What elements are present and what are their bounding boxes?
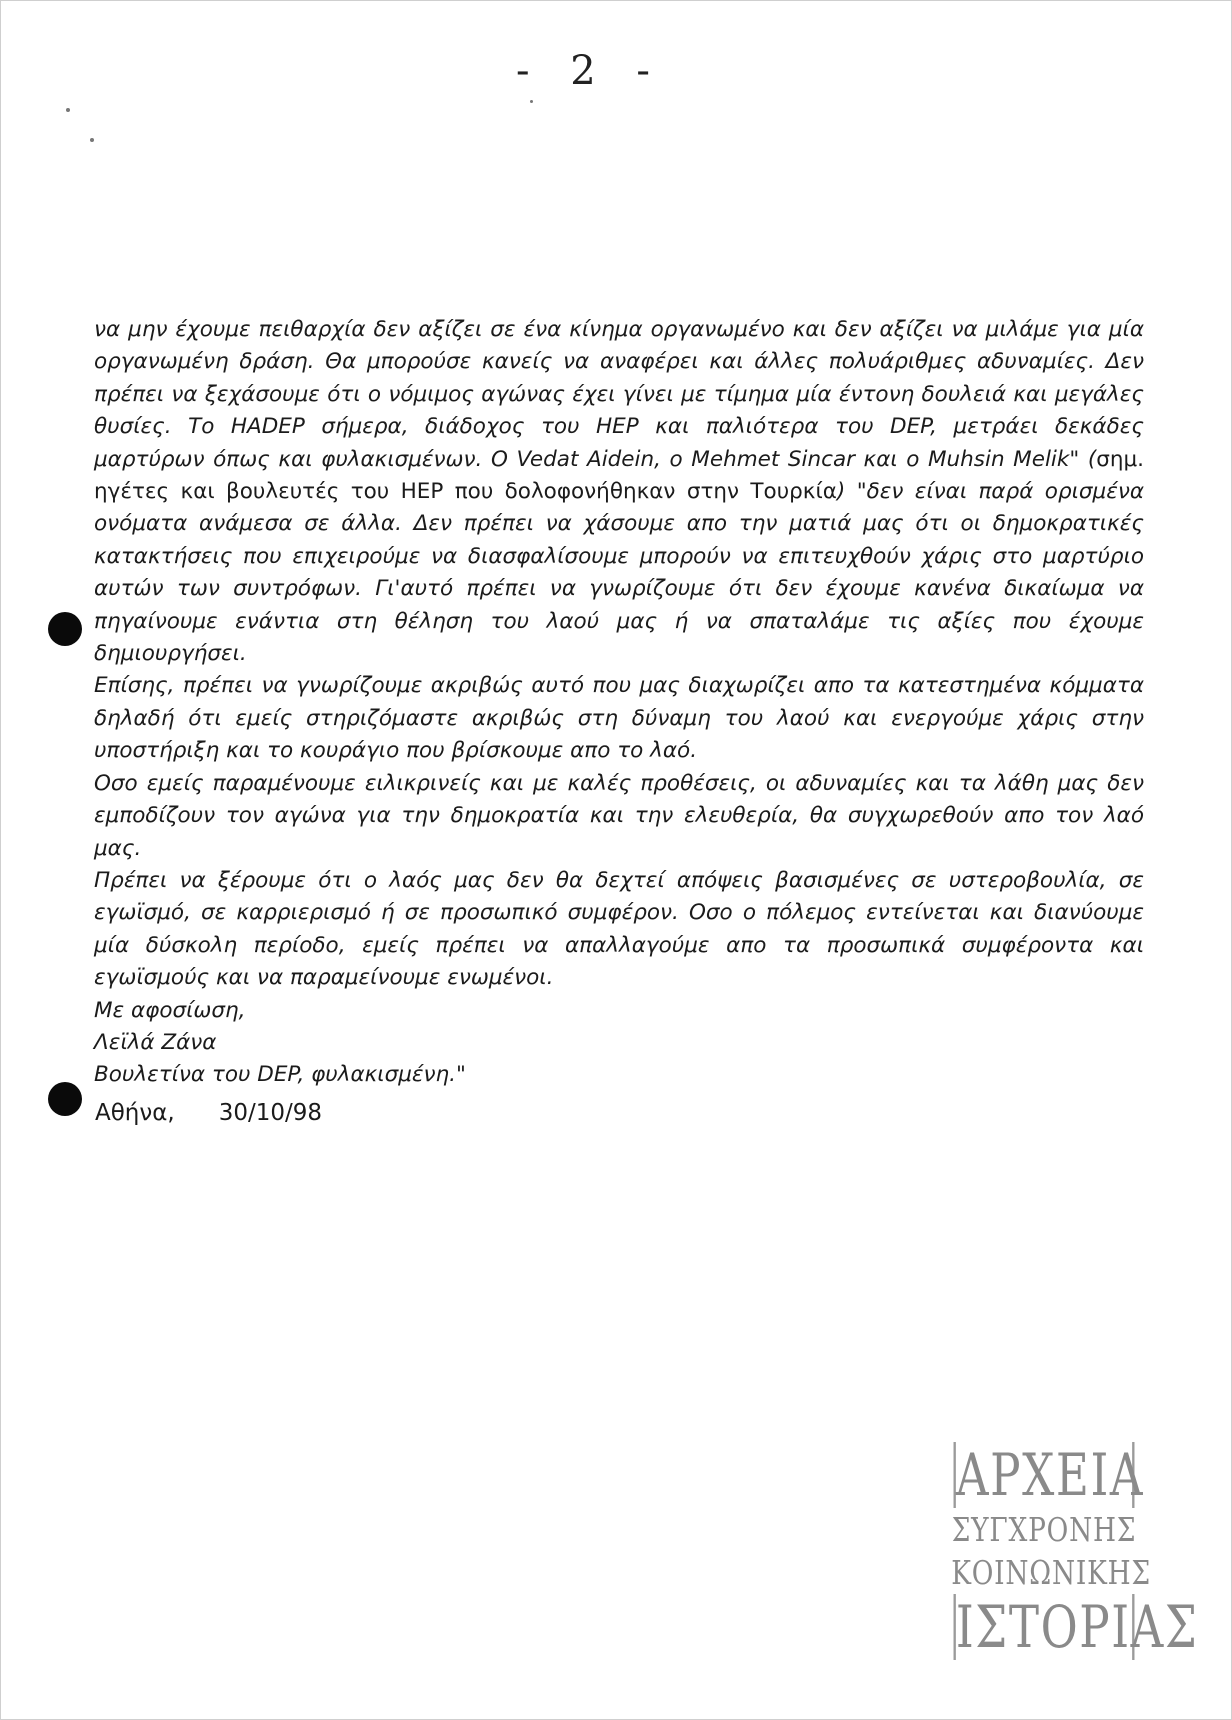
paragraph-2: Επίσης, πρέπει να γνωρίζουμε ακριβώς αυτό που μας διαχωρίζει απο τα κατεστημένα κόμματα δηλαδή ότι εμείς στηριζόμαστε ακριβώς στη δύναμη του λαού και ενεργούμε χάρις στην υποστήριξη και το κουράγιο που βρίσκουμε απο το λαό. [94,673,1144,764]
archive-stamp [928,1441,1199,1661]
letter-body [94,314,1144,1092]
paragraph-1 [94,314,1144,670]
punch-hole-lower [48,1082,82,1116]
page-number: - 2 - [516,48,664,94]
scan-speck [530,100,533,103]
place: Αθήνα, [95,1100,175,1126]
date: 30/10/98 [218,1100,323,1126]
paragraph-4: Πρέπει να ξέρουμε ότι ο λαός μας δεν θα δεχτεί απόψεις βασισμένες σε υστεροβουλία, σε εγωϊσμό, σε καρριερισμό ή σε προσωπικό συμφέρον. Οσο ο πόλεμος εντείνεται και διανύουμε μία δύσκολη περίοδο, εμείς πρέπει να απαλλαγούμε απο τα προσωπικά συμφέροντα και εγωϊσμούς και να παραμείνουμε ενωμένοι. [94,867,1144,991]
scan-speck [90,138,94,142]
paragraph-1-text: να μην έχουμε πειθαρχία δεν αξίζει σε ένα κίνημα οργανωμένο και δεν αξίζει να μιλάμε για μία οργανωμένη δράση. Θα μπορούσε κανείς να αναφέρει και άλλες πολυάριθμες αδυναμίες. Δεν πρέπει να ξεχάσουμε ότι ο νόμιμος αγώνας έχει γίνει με τίμημα μία έντονη δουλειά και μεγάλες θυσίες. Το HADEP σήμερα, διάδοχος του HEP και παλιότερα του DEP, μετράει δεκάδες μαρτύρων όπως και φυλακισμένων. Ο Vedat Aidein, ο Mehmet Sincar και ο Muhsin Melik" ( [94,317,1144,472]
stamp-line-4: ΙΣΤΟΡΙΑΣ [954,1594,1135,1660]
stamp-line-1: ΑΡΧΕΙΑ [954,1442,1135,1508]
scan-speck [66,108,70,112]
place-date [95,1100,322,1126]
stamp-line-2: ΣΥΓΧΡΟΝΗΣ [951,1510,1137,1549]
signatory-name: Λεϊλά Ζάνα [94,1029,217,1055]
signatory-title: Βουλετίνα του DEP, φυλακισμένη." [94,1062,466,1088]
stamp-line-3: ΚΟΙΝΩΝΙΚΗΣ [951,1553,1151,1592]
editor-note: σημ. ηγέτες και βουλευτές του HEP που δολοφονήθηκαν στην Τουρκία [94,446,1144,505]
paragraph-1-continued: ) "δεν είναι παρά ορισμένα ονόματα ανάμεσα σε άλλα. Δεν πρέπει να χάσουμε απο την ματιά μας ότι οι δημοκρατικές κατακτήσεις που επιχειρούμε να διασφαλίσουμε μπορούν να επιτευχθούν χάρις στο μαρτύριο αυτών των συντρόφων. Γι'αυτό πρέπει να γνωρίζουμε ότι δεν έχουμε κανένα δικαίωμα να πηγαίνουμε ενάντια στη θέληση του λαού μας ή να σπαταλάμε τις αξίες που έχουμε δημιουργήσει. [94,479,1144,667]
closing-salutation: Με αφοσίωση, [94,997,246,1023]
paragraph-3: Οσο εμείς παραμένουμε ειλικρινείς και με καλές προθέσεις, οι αδυναμίες και τα λάθη μας δεν εμποδίζουν τον αγώνα για την δημοκρατία και την ελευθερία, θα συγχωρεθούν απο τον λαό μας. [94,770,1144,861]
punch-hole-upper [48,612,82,646]
